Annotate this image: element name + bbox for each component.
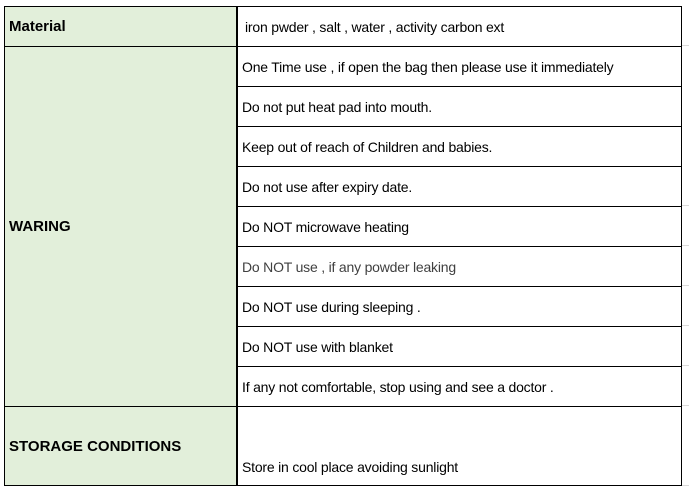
warning-item-cell[interactable] <box>237 286 682 327</box>
grid-line <box>682 365 689 366</box>
warning-item-cell[interactable] <box>237 126 682 167</box>
warning-item: Do NOT microwave heating <box>242 218 409 235</box>
warning-item: Do not use after expiry date. <box>242 178 413 195</box>
warning-label-cell[interactable] <box>4 46 237 407</box>
warning-label: WARING <box>9 218 71 235</box>
warning-item: One Time use , if open the bag then please use it immediately <box>242 58 614 75</box>
sheet-margin <box>682 0 689 491</box>
warning-item: If any not comfortable, stop using and see a doctor . <box>242 378 554 395</box>
warning-item-cell[interactable] <box>237 326 682 367</box>
material-value-cell[interactable] <box>237 6 682 47</box>
warning-item-cell[interactable] <box>237 46 682 87</box>
storage-value: Store in cool place avoiding sunlight <box>242 459 458 475</box>
grid-line <box>682 285 689 286</box>
grid-line <box>682 485 689 486</box>
warning-item-cell[interactable] <box>237 166 682 207</box>
storage-value-cell[interactable] <box>237 406 682 486</box>
warning-item-cell[interactable] <box>237 246 682 287</box>
warning-item-cell[interactable] <box>237 206 682 247</box>
warning-item-cell[interactable] <box>237 366 682 407</box>
warning-item-cell[interactable] <box>237 86 682 127</box>
warning-item: Do not put heat pad into mouth. <box>242 98 432 115</box>
warning-item: Do NOT use during sleeping . <box>242 298 421 315</box>
material-label: Material <box>9 18 66 35</box>
warning-item: Keep out of reach of Children and babies. <box>242 138 493 155</box>
storage-label: STORAGE CONDITIONS <box>9 437 182 455</box>
grid-line <box>682 245 689 246</box>
grid-line <box>682 325 689 326</box>
grid-line <box>682 45 689 46</box>
warning-item: Do NOT use with blanket <box>242 338 393 355</box>
grid-line <box>682 205 689 206</box>
warning-item: Do NOT use , if any powder leaking <box>242 258 456 275</box>
storage-label-cell[interactable] <box>4 406 237 486</box>
material-label-cell[interactable] <box>4 6 237 47</box>
product-info-table <box>4 6 682 486</box>
grid-line <box>682 405 689 406</box>
material-value: iron pwder , salt , water , activity carbon ext <box>245 18 505 35</box>
